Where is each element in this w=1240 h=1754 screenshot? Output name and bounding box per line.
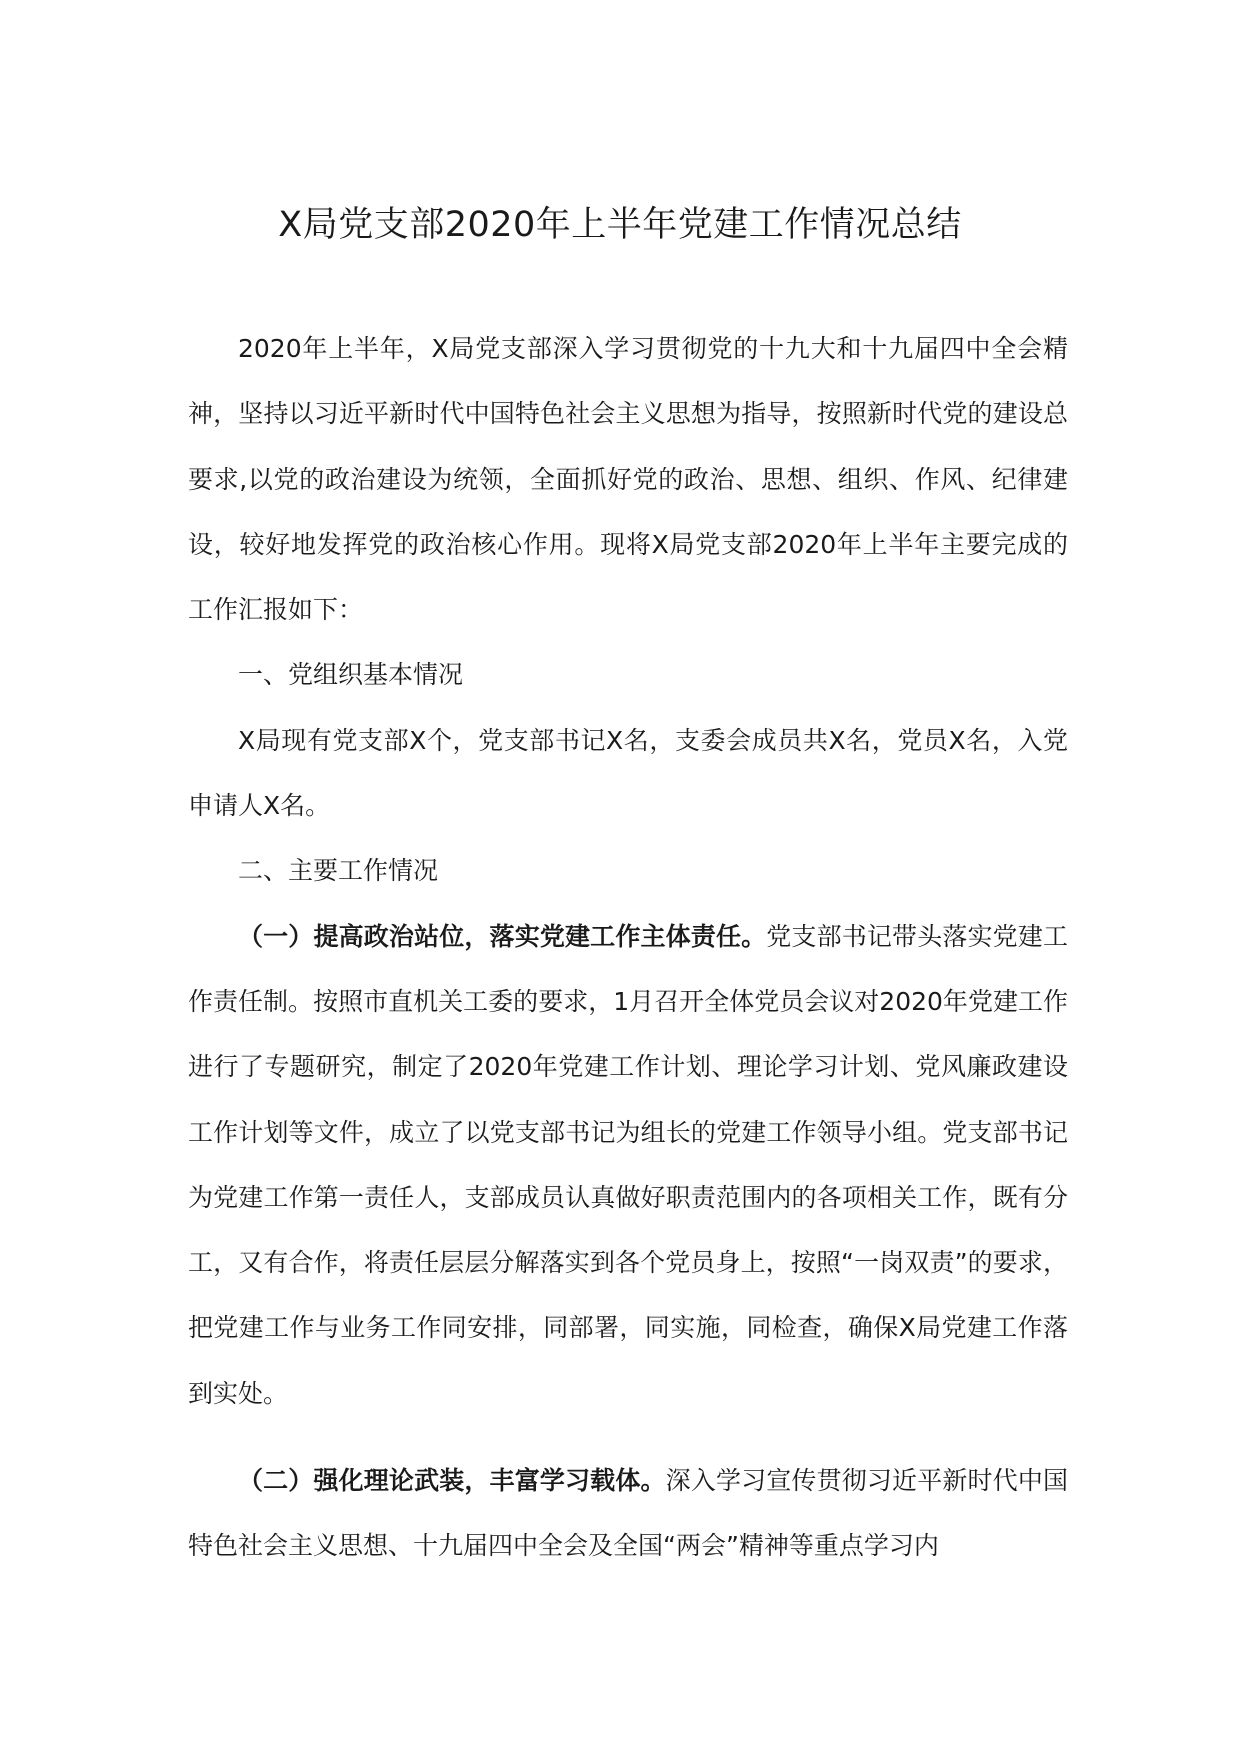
section-heading-main-work: 二、主要工作情况 — [238, 856, 439, 886]
document-title: X局党支部2020年上半年党建工作情况总结 — [278, 205, 962, 245]
party-organization-paragraph: X局现有党支部X个，党支部书记X名，支委会成员共X名，党员X名，入党申请人X名。 — [188, 725, 1068, 821]
work-item-2-text: 深入学习宣传贯彻习近平新时代中国特色社会主义思想、十九届四中全会及全国“两会”精神等重点学习内 — [188, 1466, 1068, 1561]
work-item-2-heading: （二）强化理论武装，丰富学习载体。 — [238, 1466, 666, 1496]
document-body — [188, 316, 1068, 1579]
work-item-1-heading: （一）提高政治站位，落实党建工作主体责任。 — [238, 921, 767, 951]
section-heading-party-organization: 一、党组织基本情况 — [238, 660, 464, 690]
intro-paragraph: 2020年上半年，X局党支部深入学习贯彻党的十九大和十九届四中全会精神，坚持以习近平新时代中国特色社会主义思想为指导，按照新时代党的建设总要求,以党的政治建设为统领，全面抓好党的政治、思想、组织、作风、纪律建设，较好地发挥党的政治核心作用。现将X局党支部2020年上半年主要完成的工作汇报如下： — [188, 334, 1068, 625]
work-item-1-paragraph — [188, 904, 1068, 1426]
work-item-1-text: 党支部书记带头落实党建工作责任制。按照市直机关工委的要求，1月召开全体党员会议对2020年党建工作进行了专题研究，制定了2020年党建工作计划、理论学习计划、党风廉政建设工作计划等文件，成立了以党支部书记为组长的党建工作领导小组。党支部书记为党建工作第一责任人，支部成员认真做好职责范围内的各项相关工作，既有分工，又有合作，将责任层层分解落实到各个党员身上，按照“一岗双责”的要求，把党建工作与业务工作同安排，同部署，同实施，同检查，确保X局党建工作落到实处。 — [188, 921, 1068, 1408]
work-item-2-paragraph — [188, 1448, 1068, 1579]
